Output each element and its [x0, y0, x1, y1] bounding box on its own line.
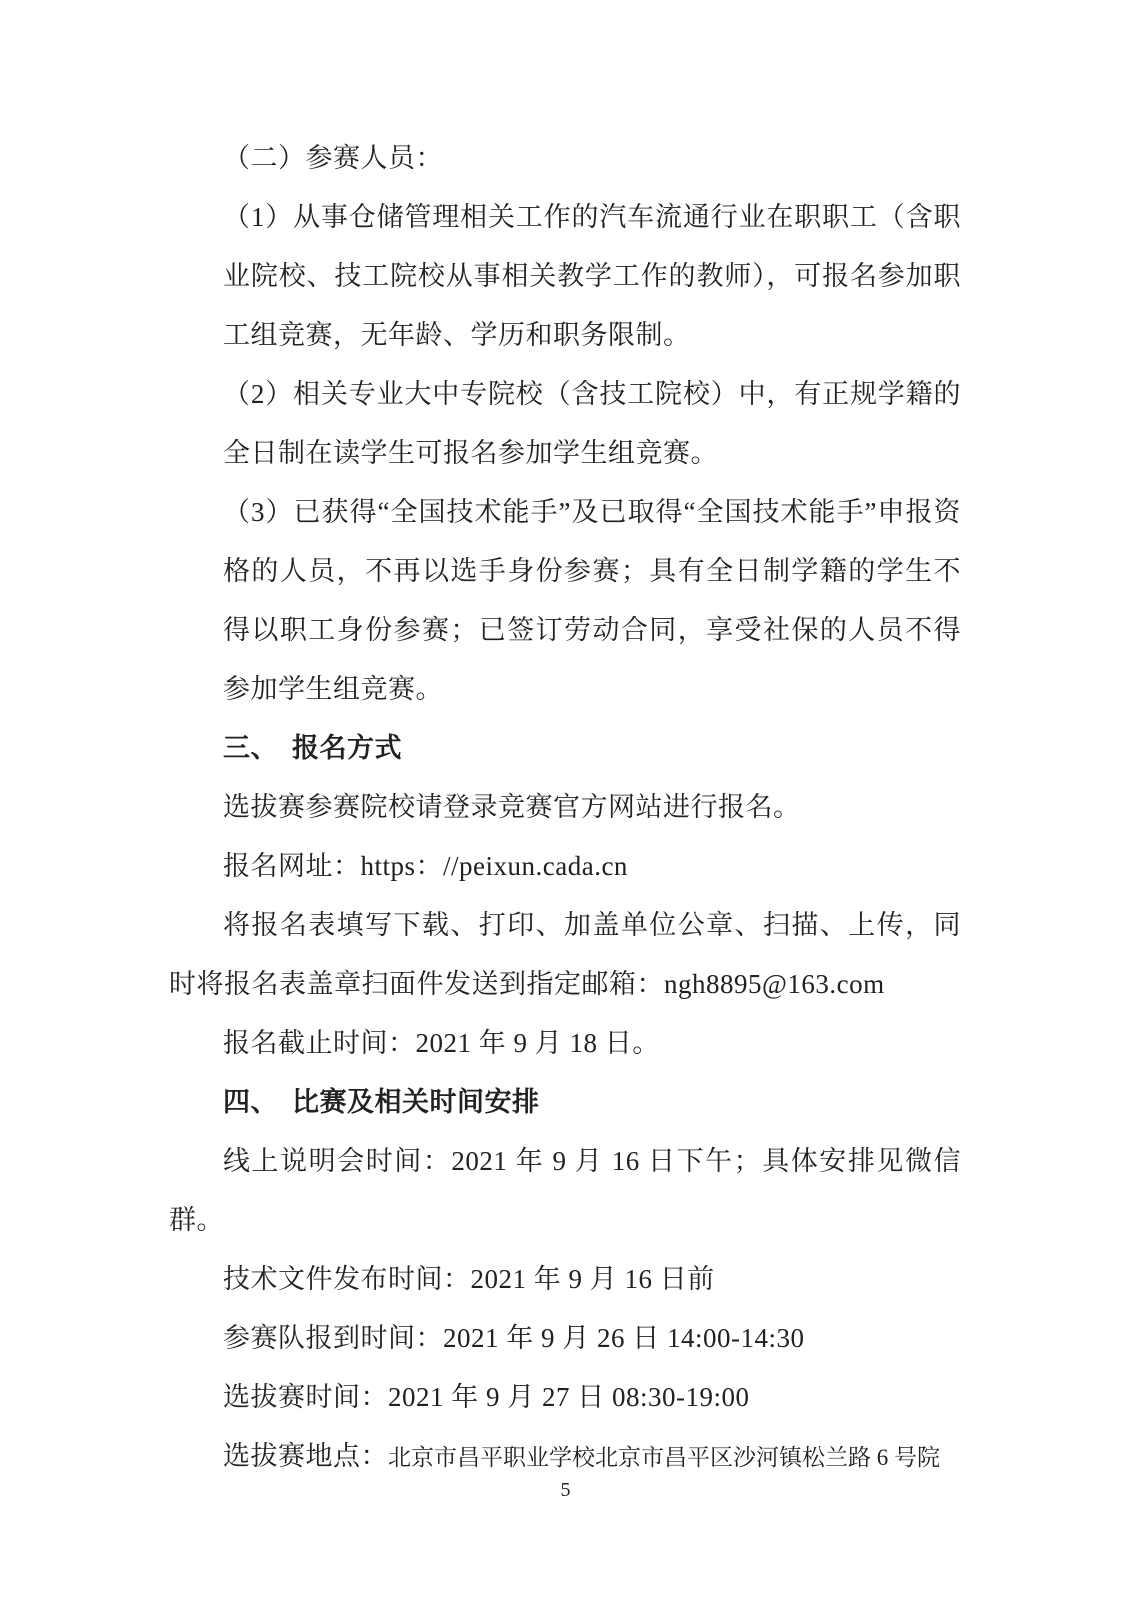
- registration-deadline-line: 报名截止时间：2021 年 9 月 18 日。: [223, 1028, 660, 1058]
- registration-intro: 选拔赛参赛院校请登录竞赛官方网站进行报名。: [223, 792, 801, 822]
- registration-form-line: 将报名表填写下载、打印、加盖单位公章、扫描、上传，同时将报名表盖章扫面件发送到指定邮箱：ngh8895@163.com: [169, 910, 961, 999]
- schedule-contest-time-line: 选拔赛时间：2021 年 9 月 27 日 08:30-19:00: [223, 1382, 750, 1412]
- participants-item-1: （1）从事仓储管理相关工作的汽车流通行业在职职工（含职业院校、技工院校从事相关教学工作的教师），可报名参加职工组竞赛，无年龄、学历和职务限制。: [223, 202, 961, 350]
- section-4-heading: 四、 比赛及相关时间安排: [223, 1087, 540, 1117]
- participants-item-2: （2）相关专业大中专院校（含技工院校）中，有正规学籍的全日制在读学生可报名参加学生组竞赛。: [223, 379, 961, 468]
- schedule-briefing-line: 线上说明会时间：2021 年 9 月 16 日下午；具体安排见微信群。: [169, 1146, 961, 1235]
- page-number: 5: [560, 1479, 571, 1501]
- participants-item-3: （3）已获得“全国技术能手”及已取得“全国技术能手”申报资格的人员，不再以选手身份参赛；具有全日制学籍的学生不得以职工身份参赛；已签订劳动合同，享受社保的人员不得参加学生组竞赛。: [223, 497, 961, 704]
- participants-subsection-heading: （二）参赛人员：: [223, 143, 443, 173]
- page-content: [169, 129, 961, 1487]
- section-3-heading: 三、 报名方式: [223, 733, 402, 763]
- schedule-tech-doc-line: 技术文件发布时间：2021 年 9 月 16 日前: [223, 1264, 715, 1294]
- registration-website-line: 报名网址：https：//peixun.cada.cn: [223, 851, 628, 881]
- schedule-location-value: 北京市昌平职业学校北京市昌平区沙河镇松兰路 6 号院: [388, 1445, 940, 1470]
- schedule-location-label: 选拔赛地点：: [223, 1441, 388, 1471]
- schedule-checkin-line: 参赛队报到时间：2021 年 9 月 26 日 14:00-14:30: [223, 1323, 805, 1353]
